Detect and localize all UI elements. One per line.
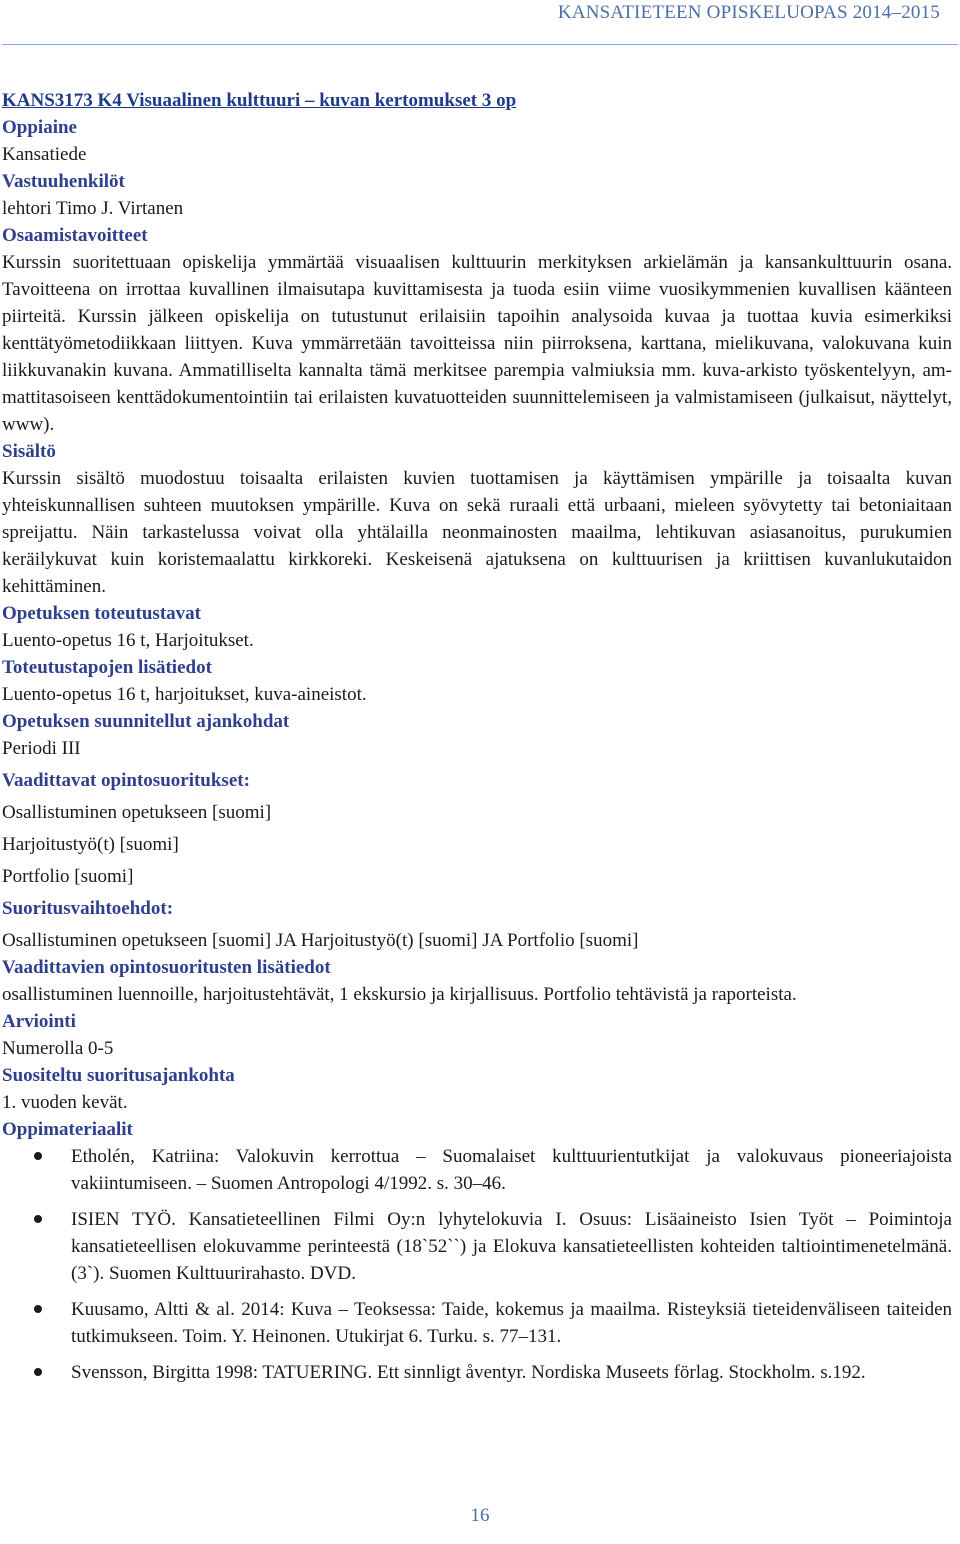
- toteutustavat-heading: Opetuksen toteutustavat: [2, 603, 201, 624]
- oppimateriaalit-heading: Oppimateriaalit: [2, 1119, 133, 1140]
- oppiaine-heading: Oppiaine: [2, 117, 77, 138]
- ajankohdat-heading: Opetuksen suunnitellut ajankohdat: [2, 711, 290, 732]
- osaamistavoitteet-text: Kurssin suoritettuaan opiskelija ymmärtää visuaalisen kulttuurin merkityksen arkielämän ja kansankulttuurin osana. Tavoitteena on irrottaa kuvallinen ilmaisutapa kuvittamisesta ja tuoda esiin viime vuosikymmenien kuvallisen käänteen piirteitä. Kurssin jälkeen opiskelija on tutustunut erilaisiin tapoihin analysoida kuvaa ja tuottaa kuvia esimerkiksi kenttätyömetodiikkaan liittyen. Kuva ymmärretään tavoitteissa niin piirroksena, karttana, mielikuvana, valokuvana kuin liikkuvanakin kuvana. Ammatilliselta kannalta tämä merkitsee parempia valmiuksia mm. kuva-arkisto työskentelyyn, ammattitasoiseen kenttädokumentointiin tai erilaisten kuvatuotteiden suunnittelemiseen ja valmistamiseen (julkaisut, näyttelyt, www).: [2, 252, 952, 435]
- list-item: Svensson, Birgitta 1998: TATUERING. Ett sinnligt åventyr. Nordiska Museets förlag. Stockholm. s.192.: [2, 1359, 952, 1386]
- suoritusajankohta-text: 1. vuoden kevät.: [2, 1092, 128, 1113]
- suoritus-lisatiedot-heading: Vaadittavien opintosuoritusten lisätiedot: [2, 957, 331, 978]
- toteutustavat-text: Luento-opetus 16 t, Harjoitukset.: [2, 630, 254, 651]
- list-item: ISIEN TYÖ. Kansatieteellinen Filmi Oy:n lyhytelokuvia I. Osuus: Lisäaineisto Isien Työt – Poimintoja kansatieteellisen elokuvamme perinteestä (18`52``) ja Elokuva kansatieteellisten kohteiden taltiointimenetelmänä. (3`). Suomen Kulttuurirahasto. DVD.: [2, 1206, 952, 1287]
- suoritusvaihtoehdot-heading: Suoritusvaihtoehdot:: [2, 898, 174, 919]
- vaadittavat-heading: Vaadittavat opintosuoritukset:: [2, 770, 250, 791]
- osaamistavoitteet-heading: Osaamistavoitteet: [2, 225, 148, 246]
- course-title[interactable]: KANS3173 K4 Visuaalinen kulttuuri – kuvan kertomukset 3 op: [2, 90, 517, 111]
- lisatiedot-heading: Toteutustapojen lisätiedot: [2, 657, 212, 678]
- oppiaine-text: Kansatiede: [2, 144, 87, 165]
- running-header: KANSATIETEEN OPISKELUOPAS 2014–2015: [557, 2, 940, 23]
- sisalto-text: Kurssin sisältö muodostuu toisaalta erilaisten kuvien tuottamisen ja käyttämisen ympärille ja toisaalta kuvan yhteiskunnallisen suhteen muutoksen ympärille. Kuva on sekä ruraali että urbaani, mieleen syövytetty tai betoniaitaan spreijattu. Näin tarkastelussa voivat olla yhtälailla neonmainosten maailma, lehtikuvan asiasanoitus, purukumien keräilykuvat kuin koristemaalattu kirkkoreki. Keskeisenä ajatuksena on kulttuurisen ja kriittisen kuvanlukutaidon kehittäminen.: [2, 468, 952, 597]
- vaadittavat-item: Osallistuminen opetukseen [suomi]: [2, 802, 272, 823]
- lisatiedot-text: Luento-opetus 16 t, harjoitukset, kuva-aineistot.: [2, 684, 367, 705]
- arviointi-heading: Arviointi: [2, 1011, 76, 1032]
- vastuuhenkilot-text: lehtori Timo J. Virtanen: [2, 198, 184, 219]
- vaadittavat-item: Portfolio [suomi]: [2, 866, 134, 887]
- ajankohdat-text: Periodi III: [2, 738, 81, 759]
- page-number: 16: [470, 1505, 490, 1526]
- arviointi-text: Numerolla 0-5: [2, 1038, 114, 1059]
- list-item: Kuusamo, Altti & al. 2014: Kuva – Teoksessa: Taide, kokemus ja maailma. Risteyksiä tieteidenväliseen taiteiden tutkimukseen. Toim. Y. Heinonen. Utukirjat 6. Turku. s. 77–131.: [2, 1296, 952, 1350]
- list-item: Etholén, Katriina: Valokuvin kerrottua – Suomalaiset kulttuurientutkijat ja valokuvaus pioneeriajoista vakiintumiseen. – Suomen Antropologi 4/1992. s. 30–46.: [2, 1143, 952, 1197]
- sisalto-heading: Sisältö: [2, 441, 56, 462]
- oppimateriaalit-list: [2, 1143, 952, 1386]
- suoritus-lisatiedot-text: osallistuminen luennoille, harjoitustehtävät, 1 ekskursio ja kirjallisuus. Portfolio tehtävistä ja raporteista.: [2, 984, 797, 1005]
- suoritusajankohta-heading: Suositeltu suoritusajankohta: [2, 1065, 235, 1086]
- course-description: [2, 87, 952, 1395]
- suoritusvaihtoehdot-text: Osallistuminen opetukseen [suomi] JA Harjoitustyö(t) [suomi] JA Portfolio [suomi]: [2, 930, 639, 951]
- header-rule: [2, 44, 958, 45]
- vastuuhenkilot-heading: Vastuuhenkilöt: [2, 171, 125, 192]
- vaadittavat-item: Harjoitustyö(t) [suomi]: [2, 834, 179, 855]
